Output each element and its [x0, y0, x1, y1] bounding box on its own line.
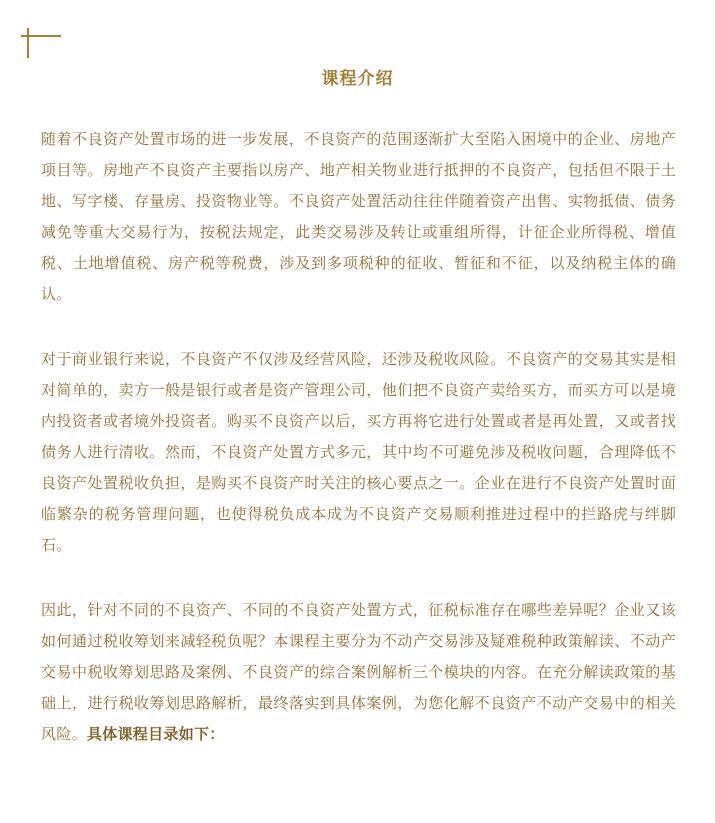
- corner-decoration-vertical-line: [27, 28, 29, 58]
- catalog-lead-in: 具体课程目录如下：: [86, 725, 225, 743]
- section-title: 课程介绍: [321, 69, 394, 89]
- intro-paragraph-3: [41, 595, 676, 750]
- intro-paragraph-3-text: 因此，针对不同的不良资产、不同的不良资产处置方式，征税标准存在哪些差异呢？企业又该如何通过税收筹划来减轻税负呢？本课程主要分为不动产交易涉及疑难税种政策解读、不动产交易中税收筹划思路及案例、不良资产的综合案例解析三个模块的内容。在充分解读政策的基础上，进行税收筹划思路解析，最终落实到具体案例，为您化解不良资产不动产交易中的相关风险。: [41, 601, 676, 743]
- corner-decoration: [21, 28, 61, 58]
- course-intro-content: [41, 124, 676, 784]
- intro-paragraph-2: 对于商业银行来说，不良资产不仅涉及经营风险，还涉及税收风险。不良资产的交易其实是相对简单的，卖方一般是银行或者是资产管理公司，他们把不良资产卖给买方，而买方可以是境内投资者或者境外投资者。购买不良资产以后，买方再将它进行处置或者是再处置，又或者找债务人进行清收。然而，不良资产处置方式多元，其中均不可避免涉及税收问题，合理降低不良资产处置税收负担，是购买不良资产时关注的核心要点之一。企业在进行不良资产处置时面临繁杂的税务管理问题，也使得税负成本成为不良资产交易顺利推进过程中的拦路虎与绊脚石。: [41, 350, 676, 554]
- intro-paragraph-1: 随着不良资产处置市场的进一步发展，不良资产的范围逐渐扩大至陷入困境中的企业、房地产项目等。房地产不良资产主要指以房产、地产相关物业进行抵押的不良资产，包括但不限于土地、写字楼、存量房、投资物业等。不良资产处置活动往往伴随着资产出售、实物抵债、债务减免等重大交易行为，按税法规定，此类交易涉及转让或重组所得，计征企业所得税、增值税、土地增值税、房产税等税费，涉及到多项税种的征收、暂征和不征，以及纳税主体的确认。: [41, 130, 676, 303]
